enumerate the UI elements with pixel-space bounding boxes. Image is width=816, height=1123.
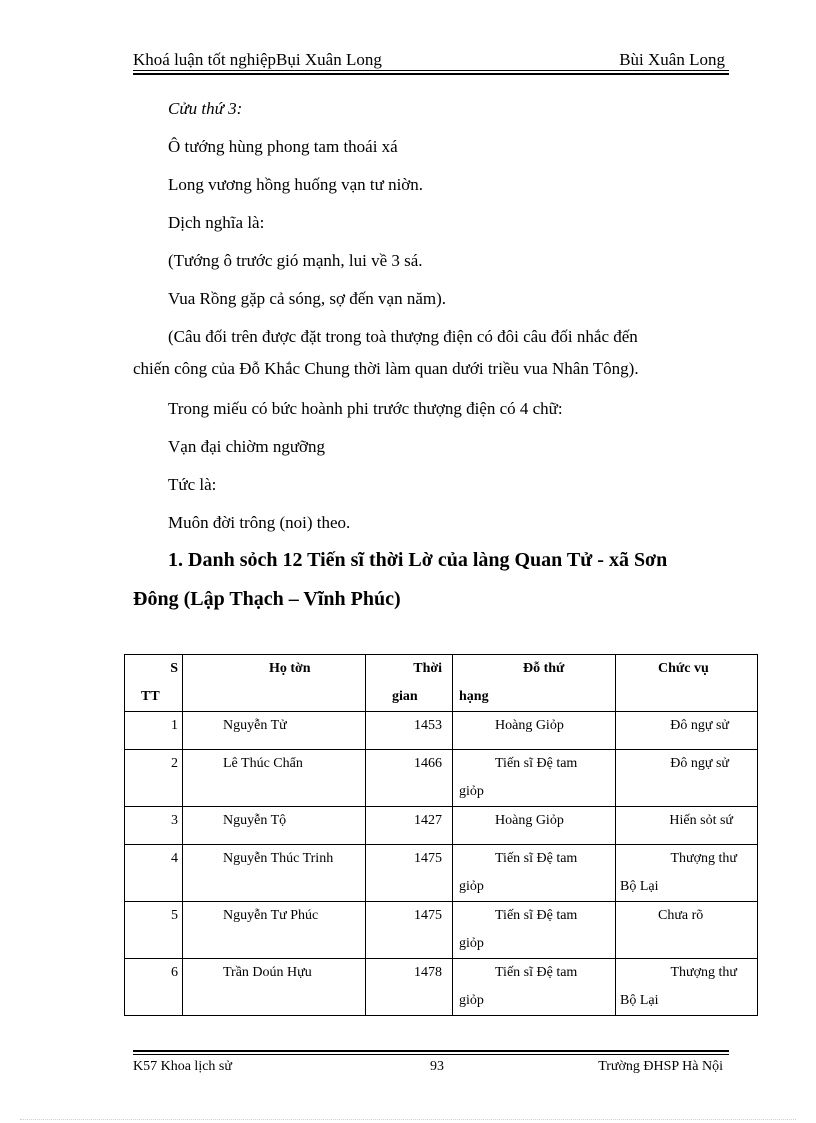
cell-rank-line1: Tiến sĩ Đệ tam xyxy=(495,908,578,923)
header-rule-thick xyxy=(133,73,729,75)
cell-name xyxy=(183,712,366,750)
cell-rank xyxy=(453,845,616,902)
cell-rank-line2: giỏp xyxy=(459,993,484,1008)
header-rule xyxy=(133,70,729,71)
cell-stt xyxy=(125,845,183,902)
body-line: Cửu thứ 3: xyxy=(168,99,243,118)
header-rank xyxy=(453,655,616,712)
body-line: Long vương hồng huống vạn tư niờn. xyxy=(168,175,424,194)
body-line: (Tướng ô trước gió mạnh, lui về 3 sá. xyxy=(168,251,423,270)
header-stt-line2: TT xyxy=(141,689,160,704)
cell-rank-line2: giỏp xyxy=(459,936,484,951)
page-number: 93 xyxy=(430,1059,444,1074)
cell-role-line1: Đô ngự sử xyxy=(670,718,729,733)
cell-name-text: Trần Doún Hựu xyxy=(223,965,312,980)
body-line: Tức là: xyxy=(168,475,217,494)
cell-role-line1: Thượng thư xyxy=(670,965,737,980)
cell-role xyxy=(616,959,758,1016)
section-title-line-1: 1. Danh sỏch 12 Tiến sĩ thời Lờ của làng Quan Tử - xã Sơn xyxy=(168,549,668,571)
body-line: Vạn đại chiờm ngưỡng xyxy=(168,437,326,456)
cell-year-text: 1466 xyxy=(414,756,442,771)
cell-year xyxy=(366,902,453,959)
cell-stt xyxy=(125,902,183,959)
header-rank-line2: hạng xyxy=(459,689,489,704)
body-line: Ô tướng hùng phong tam thoái xá xyxy=(168,137,398,156)
cell-rank xyxy=(453,959,616,1016)
table-row xyxy=(125,845,758,902)
table-row xyxy=(125,712,758,750)
cell-year-text: 1475 xyxy=(414,851,442,866)
cell-name-text: Nguyễn Tộ xyxy=(223,813,287,828)
cell-stt-text: 2 xyxy=(171,756,178,771)
cell-rank xyxy=(453,902,616,959)
cell-name xyxy=(183,902,366,959)
header-role xyxy=(616,655,758,712)
body-line: (Câu đối trên được đặt trong toà thượng điện có đôi câu đối nhắc đến xyxy=(168,327,638,346)
cell-rank-line1: Tiến sĩ Đệ tam xyxy=(495,965,578,980)
header-rank-line1: Đỗ thứ xyxy=(523,661,565,676)
cell-role xyxy=(616,807,758,845)
cell-role xyxy=(616,902,758,959)
cell-stt-text: 4 xyxy=(171,851,178,866)
body-line: chiến công của Đỗ Khắc Chung thời làm quan dưới triều vua Nhân Tông). xyxy=(133,359,639,378)
laureate-table xyxy=(124,654,758,1016)
cell-role xyxy=(616,750,758,807)
header-year-line1: Thời xyxy=(413,661,442,676)
table-row xyxy=(125,750,758,807)
cell-year-text: 1453 xyxy=(414,718,442,733)
header-year-line2: gian xyxy=(392,689,418,704)
cell-stt-text: 5 xyxy=(171,908,178,923)
cell-name-text: Nguyễn Tử xyxy=(223,718,287,733)
footer-right-text: Trường ĐHSP Hà Nội xyxy=(598,1059,723,1074)
cell-role-line2: Bộ Lại xyxy=(620,879,659,894)
cell-year-text: 1427 xyxy=(414,813,442,828)
page-footer xyxy=(133,1050,729,1080)
header-name xyxy=(183,655,366,712)
cell-stt xyxy=(125,959,183,1016)
cell-stt xyxy=(125,750,183,807)
footer-rule xyxy=(133,1054,729,1055)
cell-year xyxy=(366,750,453,807)
cell-role xyxy=(616,712,758,750)
cell-year xyxy=(366,845,453,902)
cell-name-text: Nguyễn Thúc Trinh xyxy=(223,851,334,866)
cell-name xyxy=(183,845,366,902)
body-line: Dịch nghĩa là: xyxy=(168,213,265,232)
header-stt-line1: S xyxy=(170,661,178,676)
body-line: Vua Rồng gặp cả sóng, sợ đến vạn năm). xyxy=(168,289,447,308)
table-row xyxy=(125,959,758,1016)
page-header xyxy=(133,46,729,72)
cell-rank-line1: Tiến sĩ Đệ tam xyxy=(495,756,578,771)
cell-name xyxy=(183,750,366,807)
cell-stt xyxy=(125,807,183,845)
cell-role-line1: Chưa rõ xyxy=(658,908,704,923)
cell-year xyxy=(366,807,453,845)
footer-rule-thick xyxy=(133,1050,729,1052)
table-row xyxy=(125,807,758,845)
cell-stt-text: 6 xyxy=(171,965,178,980)
cell-name-text: Lê Thúc Chẩn xyxy=(223,756,303,771)
header-right-text: Bùi Xuân Long xyxy=(619,50,725,69)
cell-role xyxy=(616,845,758,902)
table-header-row xyxy=(125,655,758,712)
footer-left-text: K57 Khoa lịch sử xyxy=(133,1059,232,1074)
body-line: Trong miếu có bức hoành phi trước thượng điện có 4 chữ: xyxy=(168,399,563,418)
cell-role-line2: Bộ Lại xyxy=(620,993,659,1008)
table-row xyxy=(125,902,758,959)
cell-rank xyxy=(453,712,616,750)
cell-name xyxy=(183,959,366,1016)
cell-name-text: Nguyễn Tư Phúc xyxy=(223,908,319,923)
cell-rank-line1: Tiến sĩ Đệ tam xyxy=(495,851,578,866)
cell-name xyxy=(183,807,366,845)
cell-year xyxy=(366,959,453,1016)
cell-rank xyxy=(453,807,616,845)
cell-stt-text: 3 xyxy=(171,813,178,828)
cell-year-text: 1478 xyxy=(414,965,442,980)
cell-role-line1: Hiến sỏt sứ xyxy=(669,813,733,828)
cell-year xyxy=(366,712,453,750)
header-left-text: Khoá luận tốt nghiệpBụi Xuân Long xyxy=(133,50,382,69)
cell-role-line1: Đô ngự sử xyxy=(670,756,729,771)
cell-rank xyxy=(453,750,616,807)
header-stt xyxy=(125,655,183,712)
cell-rank-line1: Hoàng Giỏp xyxy=(495,813,564,828)
cell-rank-line2: giỏp xyxy=(459,879,484,894)
page-edge-divider xyxy=(20,1119,796,1120)
cell-rank-line1: Hoàng Giỏp xyxy=(495,718,564,733)
cell-stt xyxy=(125,712,183,750)
cell-stt-text: 1 xyxy=(171,718,178,733)
cell-role-line1: Thượng thư xyxy=(670,851,737,866)
cell-rank-line2: giỏp xyxy=(459,784,484,799)
header-year xyxy=(366,655,453,712)
section-title-line-2: Đông (Lập Thạch – Vĩnh Phúc) xyxy=(133,588,401,610)
cell-year-text: 1475 xyxy=(414,908,442,923)
body-line: Muôn đời trông (noi) theo. xyxy=(168,513,351,532)
header-name-text: Họ tờn xyxy=(269,661,311,676)
header-role-text: Chức vụ xyxy=(658,661,709,676)
